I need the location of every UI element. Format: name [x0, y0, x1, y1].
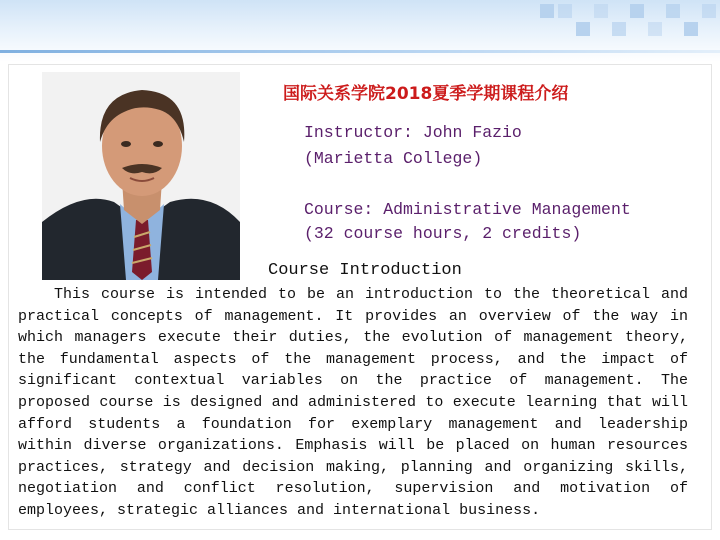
decorative-squares: [520, 0, 720, 50]
instructor-photo: [42, 72, 240, 280]
course-hours: (32 course hours, 2 credits): [304, 224, 582, 243]
page-title: 国际关系学院2018夏季学期课程介绍: [283, 84, 569, 104]
portrait-illustration: [42, 72, 240, 280]
intro-paragraph: This course is intended to be an introduction to the theoretical and practical concepts of management. It provides an overview of the way in which managers execute their duties, the evolution of management theory, the fundamental aspects of the management process, and the impact of significant contextual variables on the practice of management. The proposed course is designed and administered to execute learning that will afford students a foundation for exemplary management and leadership within diverse organizations. Emphasis will be placed on human resources practices, strategy and decision making, planning and organizing skills, negotiation and conflict resolution, supervision and motivation of employees, strategic alliances and international business.: [18, 286, 688, 519]
instructor-affiliation: (Marietta College): [304, 149, 483, 168]
course-name: Course: Administrative Management: [304, 200, 631, 219]
instructor-name: Instructor: John Fazio: [304, 123, 522, 142]
intro-heading: Course Introduction: [268, 261, 462, 280]
header-divider: [0, 50, 720, 53]
